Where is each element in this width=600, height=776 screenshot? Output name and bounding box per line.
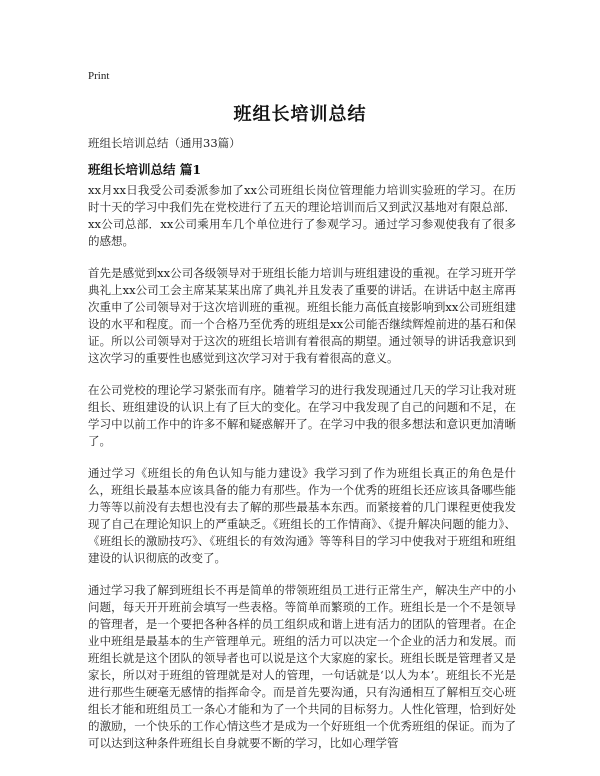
document-subtitle: 班组长培训总结（通用33篇） (88, 136, 241, 150)
document-body (88, 182, 516, 767)
paragraph-3: 在公司党校的理论学习紧张而有序。随着学习的进行我发现通过几天的学习让我对班组长、班组建设的认识上有了巨大的变化。在学习中我发现了自己的问题和不足，在学习中以前工作中的许多不解和疑惑解开了。在学习中我的很多想法和意识更加清晰了。 (88, 383, 516, 448)
paragraph-1: xx月xx日我受公司委派参加了xx公司班组长岗位管理能力培训实验班的学习。在历时十天的学习中我们先在党校进行了五天的理论培训而后又到武汉基地对有限总部．xx公司总部．xx公司乘用车几个单位进行了参观学习。通过学习参观使我有了很多的感想。 (88, 183, 516, 248)
paragraph-5: 通过学习我了解到班组长不再是简单的带领班组员工进行正常生产，解决生产中的小问题，每天开开班前会填写一些表格。等简单而繁琐的工作。班组长是一个不是领导的管理者，是一个要把各种各样的员工组织成和谐上进有活力的团队的管理者。在企业中班组是最基本的生产管理单元。班组的活力可以决定一个企业的活力和发展。而班组长就是这个团队的领导者也可以说是这个大家庭的家长。班组长既是管理者又是家长，所以对于班组的管理就是对人的管理，一句话就是‘以人为本’。班组长不光是进行那些生硬毫无感情的指挥命令。而是首先要沟通，只有沟通相互了解相互交心班组长才能和班组员工一条心才能和为了一个共同的目标努力。人性化管理，恰到好处的激励，一个快乐的工作心情这些才是成为一个好班组一个优秀班组的保证。而为了可以达到这种条件班组长自身就要不断的学习，比如心理学管 (88, 583, 516, 750)
paragraph-2: 首先是感觉到xx公司各级领导对于班组长能力培训与班组建设的重视。在学习班开学典礼上xx公司工会主席某某某出席了典礼并且发表了重要的讲话。在讲话中赵主席再次重申了公司领导对于这次培训班的重视。班组长能力高低直接影响到xx公司班组建设的水平和程度。而一个合格乃至优秀的班组是xx公司能否继续辉煌前进的基石和保证。所以公司领导对于这次的班组长培训有着很高的期望。通过领导的讲话我意识到这次学习的重要性也感觉到这次学习对于我有着很高的意义。 (88, 266, 516, 365)
document-title: 班组长培训总结 (233, 104, 367, 125)
section-heading: 班组长培训总结 篇1 (88, 162, 202, 177)
paragraph-4: 通过学习《班组长的角色认知与能力建设》我学习到了作为班组长真正的角色是什么，班组长最基本应该具备的能力有那些。作为一个优秀的班组长还应该具备哪些能力等等以前没有去想也没有去了解的那些最基本东西。而紧接着的几门课程更使我发现了自己在理论知识上的严重缺乏。《班组长的工作情商》、《提升解决问题的能力》、《班组长的激励技巧》、《班组长的有效沟通》等等科目的学习中使我对于班组和班组建设的认识彻底的改变了。 (88, 466, 516, 565)
print-label: Print (88, 70, 110, 82)
